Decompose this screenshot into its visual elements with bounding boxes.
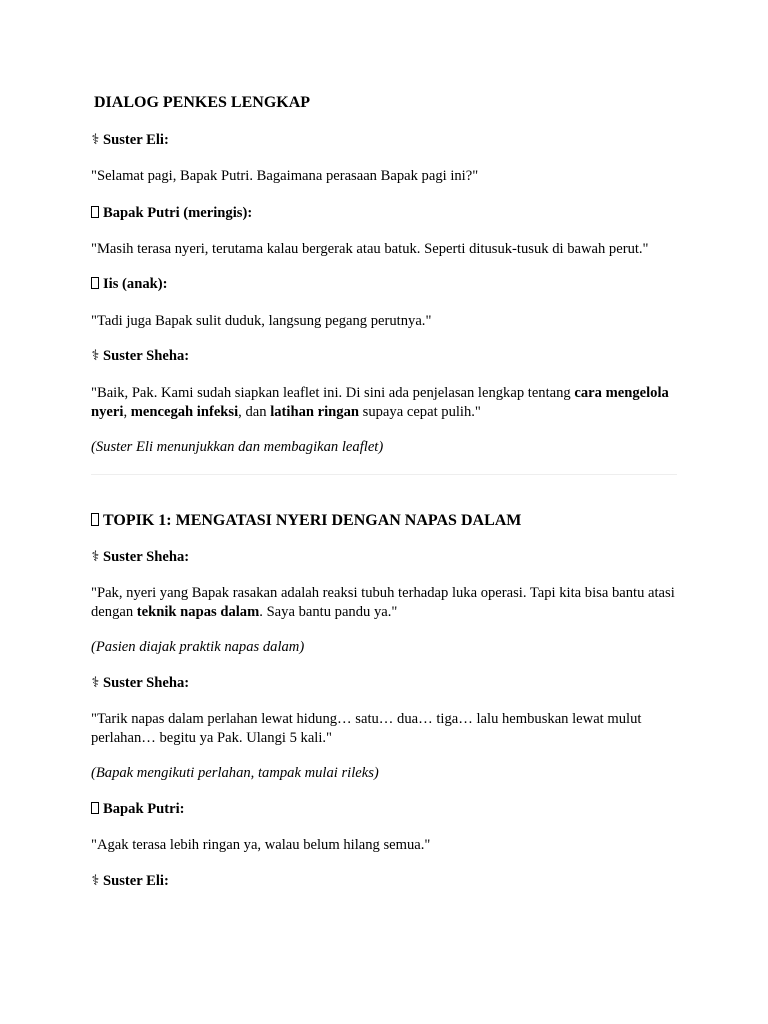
- dialog-line: "Masih terasa nyeri, terutama kalau bergerak atau batuk. Seperti ditusuk-tusuk di bawah perut.": [91, 241, 649, 257]
- text-run: ,: [123, 403, 131, 420]
- dialog-line: [91, 384, 677, 421]
- caduceus-icon: ⚕: [91, 873, 100, 889]
- missing-glyph-icon: [91, 513, 99, 526]
- bold-run: mencegah infeksi: [130, 403, 239, 420]
- speaker-line: [91, 131, 677, 150]
- stage-direction: (Suster Eli menunjukkan dan membagikan leaflet): [91, 439, 384, 455]
- speaker-name: Suster Sheha:: [103, 348, 190, 364]
- dialog-line: "Tadi juga Bapak sulit duduk, langsung pegang perutnya.": [91, 313, 432, 329]
- document-title: DIALOG PENKES LENGKAP: [94, 94, 311, 111]
- missing-glyph-icon: [91, 802, 99, 814]
- text-run: , dan: [238, 403, 271, 420]
- dialog-line: "Selamat pagi, Bapak Putri. Bagaimana perasaan Bapak pagi ini?": [91, 168, 479, 184]
- text-run: supaya cepat pulih.": [359, 403, 481, 420]
- topic-title: TOPIK 1: MENGATASI NYERI DENGAN NAPAS DALAM: [103, 512, 522, 529]
- speaker-line: [91, 204, 677, 223]
- dialog-line: "Agak terasa lebih ringan ya, walau belum hilang semua.": [91, 837, 431, 853]
- speaker-name: Suster Sheha:: [103, 675, 190, 691]
- speaker-name: Suster Eli:: [103, 132, 169, 148]
- speaker-line: [91, 800, 677, 819]
- missing-glyph-icon: [91, 206, 99, 218]
- speaker-line: [91, 275, 677, 294]
- bold-run: latihan ringan: [270, 403, 360, 420]
- speaker-line: [91, 347, 677, 366]
- speaker-line: [91, 548, 677, 567]
- dialog-line: [91, 584, 677, 621]
- speaker-name: Suster Eli:: [103, 873, 169, 889]
- speaker-name: Bapak Putri (meringis):: [103, 205, 253, 221]
- stage-direction: (Bapak mengikuti perlahan, tampak mulai rileks): [91, 765, 379, 781]
- text-run: "Baik, Pak. Kami sudah siapkan leaflet ini. Di sini ada penjelasan lengkap tentang: [91, 385, 575, 401]
- stage-direction: (Pasien diajak praktik napas dalam): [91, 639, 305, 655]
- text-run: "Pak, nyeri yang Bapak rasakan adalah reaksi tubuh terhadap luka operasi. Tapi kita bisa bantu atasi dengan: [91, 585, 675, 620]
- bold-run: cara mengelola nyeri: [91, 385, 669, 420]
- text-run: . Saya bantu pandu ya.": [259, 603, 398, 620]
- caduceus-icon: ⚕: [91, 348, 100, 364]
- caduceus-icon: ⚕: [91, 675, 100, 691]
- speaker-name: Iis (anak):: [103, 276, 168, 292]
- section-divider: [91, 474, 677, 475]
- bold-run: teknik napas dalam: [136, 603, 260, 620]
- speaker-name: Bapak Putri:: [103, 801, 185, 817]
- speaker-line: [91, 872, 677, 891]
- caduceus-icon: ⚕: [91, 549, 100, 565]
- dialog-line: "Tarik napas dalam perlahan lewat hidung… satu… dua… tiga… lalu hembuskan lewat mulut perlahan… begitu ya Pak. Ulangi 5 kali.": [91, 711, 642, 746]
- missing-glyph-icon: [91, 277, 99, 289]
- topic-heading: [91, 511, 677, 531]
- speaker-name: Suster Sheha:: [103, 549, 190, 565]
- speaker-line: [91, 674, 677, 693]
- caduceus-icon: ⚕: [91, 132, 100, 148]
